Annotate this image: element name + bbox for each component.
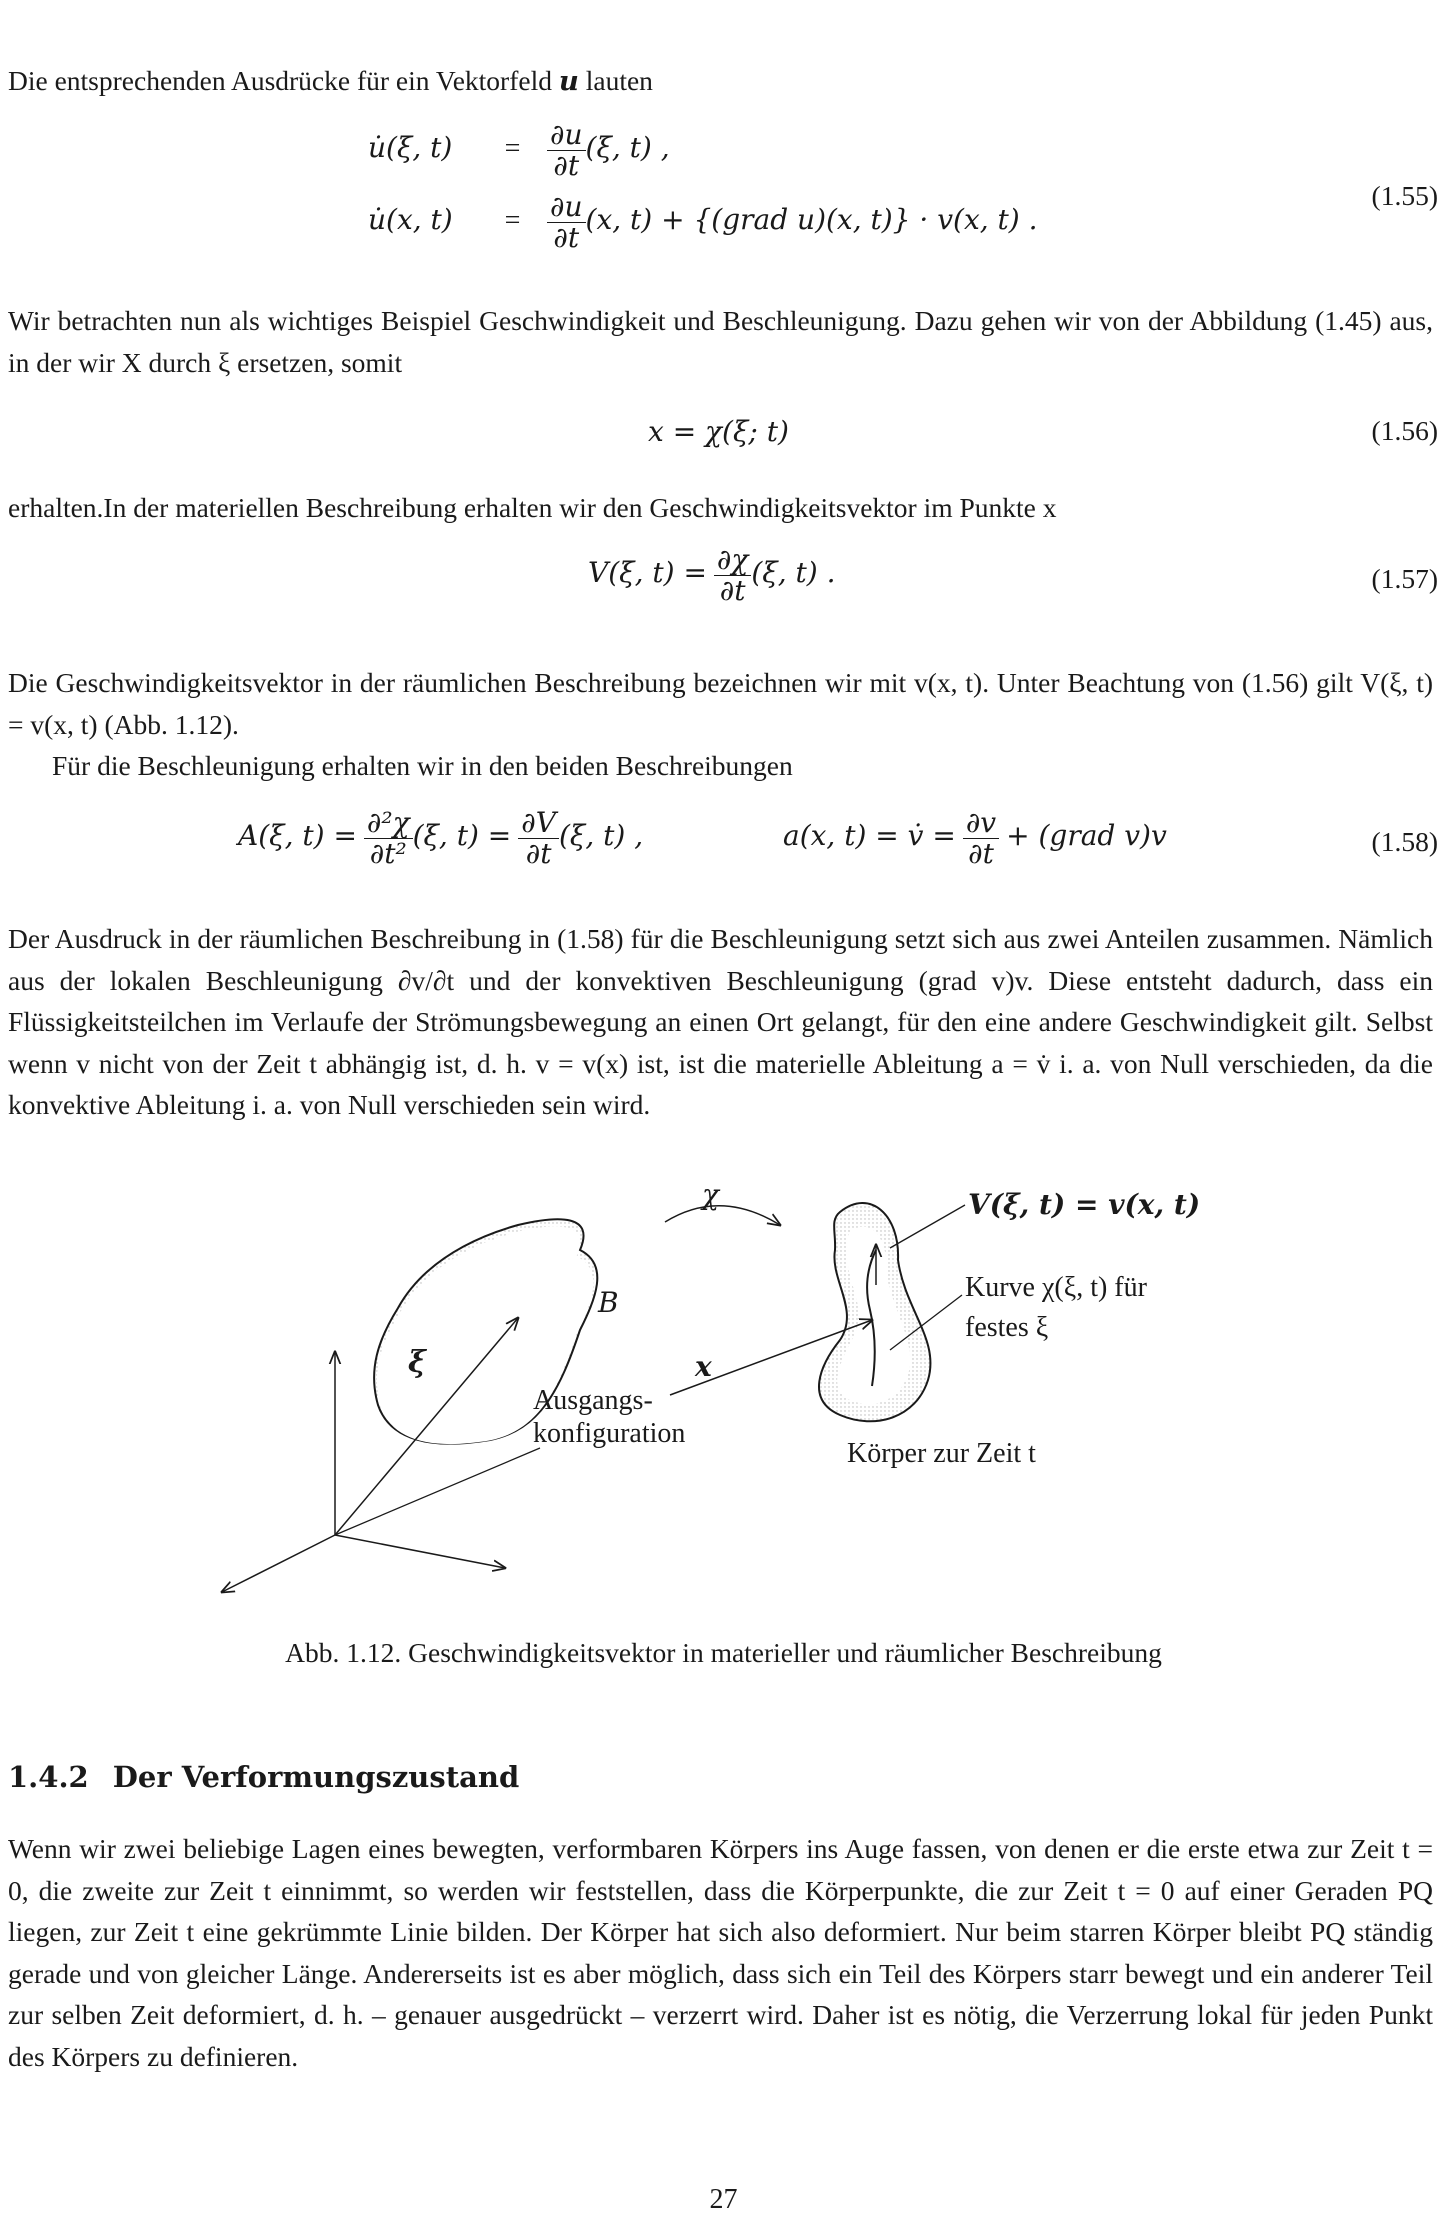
intro-end: lauten [585,65,653,96]
axis-left [222,1535,335,1592]
kurve-label-1: Kurve χ(ξ, t) für [965,1272,1147,1303]
equation-1-58 [8,808,1438,893]
eq-1-55-line2 [368,192,1038,253]
eq-1-55-den-1: ∂t [553,149,580,182]
body-b-label: B [598,1286,619,1319]
eq-1-58-a-rest: (ξ, t) , [558,818,644,852]
ausgangs-label-2: konfiguration [533,1418,686,1449]
paragraph-6: Der Ausdruck in der räumlichen Beschreibung in (1.58) für die Beschleunigung setzt sich aus zwei Anteilen zusammen. Nämlich aus der lokalen Beschleunigung ∂v/∂t und der konvektiven Beschleunigung (grad v)v. Diese entsteht dadurch, dass ein Flüssigkeitsteilchen im Verlaufe der Strömungsbewegung an einen Ort gelangt, für den eine andere Geschwindigkeit gilt. Selbst wenn v nicht von der Zeit t abhängig ist, d. h. v = v(x) ist, ist die materielle Ableitung a = v̇ i. a. von Null verschieden, da die konvektive Ableitung i. a. von Null verschieden sein wird. [8,923,1433,1120]
xi-label: ξ [408,1345,426,1380]
section-heading [8,1760,519,1794]
eq-1-55-equals-2: = [504,204,521,236]
eq-1-58-part-a [238,808,643,869]
eq-1-56-expr: x = χ(ξ; t) [648,415,789,448]
paragraph-3: erhalten.In der materiellen Beschreibung erhalten wir den Geschwindigkeitsvektor im Punkte x [8,492,1057,523]
paragraph-5: Für die Beschleunigung erhalten wir in den beiden Beschreibungen [52,750,793,781]
eq-1-57-den: ∂t [719,574,746,607]
intro-text: Die entsprechenden Ausdrücke für ein Vektorfeld [8,65,552,96]
eq-1-56-number: (1.56) [1371,415,1438,446]
paragraph-4: Die Geschwindigkeitsvektor in der räumlichen Beschreibung bezeichnen wir mit v(x, t). Unter Beachtung von (1.56) gilt V(ξ, t) = v(x, t) (Abb. 1.12). [8,667,1433,740]
chi-mapping-arrow [665,1206,780,1225]
eq-1-55-line1 [368,120,670,181]
intro-variable: u [558,65,579,97]
eq-1-58-b-den: ∂t [968,837,994,870]
eq-1-58-b-num: ∂v [963,808,999,839]
section-number: 1.4.2 [8,1760,89,1794]
figure-drawing [200,1190,1220,1630]
ausgangs-pointer [335,1448,540,1535]
eq-1-57-frac [714,545,751,606]
eq-1-55-frac-2 [547,192,586,253]
axis-right [335,1535,505,1568]
figure-caption: Abb. 1.12. Geschwindigkeitsvektor in materieller und räumlicher Beschreibung [285,1637,1162,1668]
eq-1-57-lhs: V(ξ, t) = [588,555,707,589]
eq-1-58-a-num-2: ∂V [518,808,559,839]
figure-1-12 [200,1178,1220,1630]
chi-label: χ [702,1178,719,1211]
equation-1-57 [8,545,1438,625]
eq-1-55-frac-1 [547,120,586,181]
eq-1-58-a-num-1: ∂²χ [364,808,413,839]
velocity-label: V(ξ, t) = v(x, t) [968,1188,1201,1221]
equation-1-56 [8,415,1438,460]
eq-1-55-num-1: ∂u [547,120,586,151]
page-number: 27 [709,2184,738,2215]
eq-1-55-equals-1: = [504,132,521,164]
kurve-label-2: festes ξ [965,1312,1049,1343]
eq-1-55-rest-2: (x, t) + {(grad u)(x, t)} · v(x, t) . [585,202,1038,236]
eq-1-58-a-lhs: A(ξ, t) = [238,818,357,852]
eq-1-58-a-mid: (ξ, t) = [412,818,512,852]
eq-1-58-b-rest: + (grad v)v [1006,818,1167,852]
section-title: Der Verformungszustand [112,1760,520,1794]
paragraph-2: Wir betrachten nun als wichtiges Beispiel Geschwindigkeit und Beschleunigung. Dazu gehen wir von der Abbildung (1.45) aus, in der wir X durch ξ ersetzen, somit [8,305,1433,378]
eq-1-55-number: (1.55) [1371,180,1438,211]
eq-1-55-den-2: ∂t [553,221,580,254]
eq-1-58-b-frac [963,808,999,869]
paragraph-7: Wenn wir zwei beliebige Lagen eines bewegten, verformbaren Körpers ins Auge fassen, von denen er die erste etwa zur Zeit t = 0, die zweite zur Zeit t einnimmt, so werden wir feststellen, dass die Körperpunkte, die zur Zeit t = 0 auf einer Geraden PQ liegen, zur Zeit t eine gekrümmte Linie bilden. Der Körper hat sich also deformiert. Nur beim starren Körper bleibt PQ ständig gerade und von gleicher Länge. Andererseits ist es aber möglich, dass sich ein Teil des Körpers starr bewegt und ein anderer Teil zur selben Zeit deformiert, d. h. – genauer ausgedrückt – verzerrt wird. Daher ist es nötig, die Verzerrung lokal für jeden Punkt des Körpers zu definieren. [8,1833,1433,2072]
eq-1-57-num: ∂χ [714,545,751,576]
eq-1-58-number: (1.58) [1371,826,1438,857]
v-label-leader [890,1205,965,1248]
eq-1-55-line1-lhs: u̇(ξ, t) [368,130,453,164]
intro-paragraph [8,60,1433,103]
eq-1-55-rest-1: (ξ, t) , [585,130,670,164]
eq-1-57-number: (1.57) [1371,563,1438,594]
eq-1-58-a-frac-1 [364,808,413,869]
x-label: x [695,1350,712,1383]
eq-1-58-a-den-1: ∂t² [369,837,407,870]
eq-1-55-line2-lhs: u̇(x, t) [368,202,453,236]
eq-1-58-a-den-2: ∂t [525,837,552,870]
eq-1-58-part-b [783,808,1167,869]
eq-1-58-b-lhs: a(x, t) = v̇ = [783,818,956,852]
equation-1-55 [8,120,1438,280]
eq-1-57-body [588,545,835,606]
eq-1-57-rest: (ξ, t) . [751,555,836,589]
eq-1-55-num-2: ∂u [547,192,586,223]
ausgangs-label-1: Ausgangs- [533,1385,653,1416]
eq-1-58-a-frac-2 [518,808,559,869]
koerper-label: Körper zur Zeit t [847,1438,1036,1469]
